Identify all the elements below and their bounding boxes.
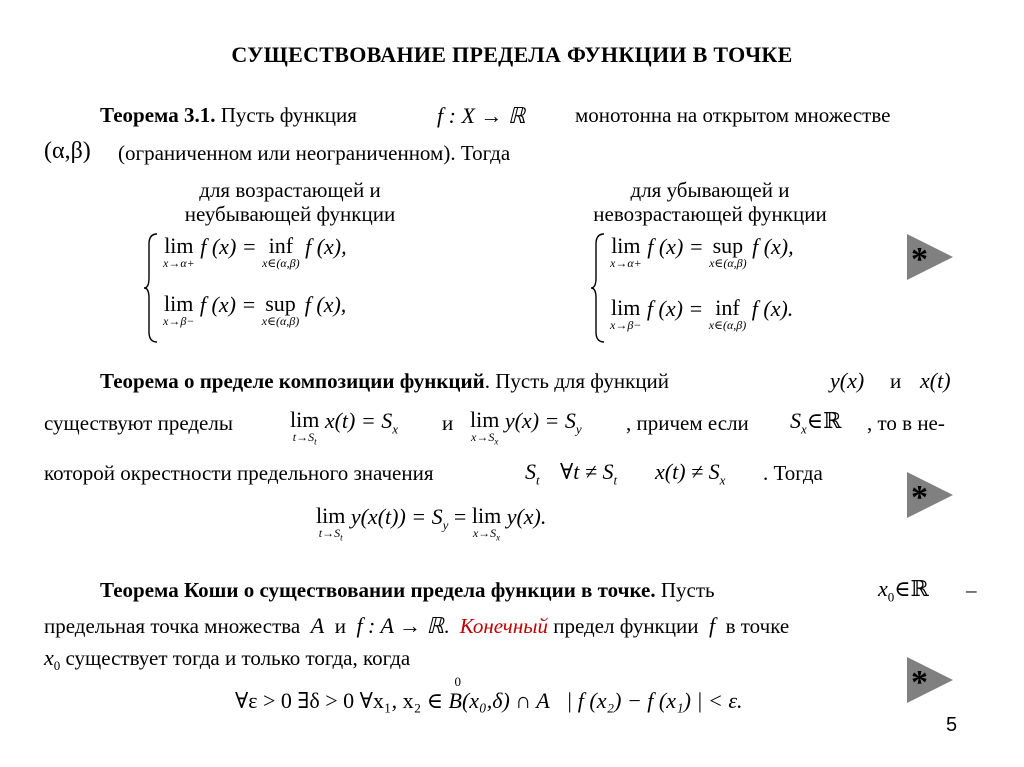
comp-final [316,504,546,543]
ball: B(x₀,δ) ∩ A [448,688,550,713]
right-eq1 [610,234,794,270]
xt-ne-idx: x [719,472,726,488]
comp-line2-b: , причем если [626,411,749,435]
theorem31-text3: (ограниченном или неограниченном). Тогда [118,141,511,165]
lim-sub-idx: t [340,532,343,543]
left-caption-2: неубывающей функции [184,202,396,226]
fx-end: f (x), [304,292,347,317]
final-rhs: y(x). [506,504,547,529]
lim1-body-idx: x [392,421,398,437]
left-caption [150,178,430,226]
fx: f (x) = [199,292,257,317]
left-eq2 [163,292,346,328]
lim-word: lim [470,407,500,432]
cauchy-fA: f : A → ℝ [356,613,444,638]
right-eq2 [610,296,793,332]
comp-and: и [890,369,902,393]
fx: f (x) = [200,234,257,259]
next-step-button-1[interactable] [905,232,955,282]
right-caption-2: невозрастающей функции [593,202,827,226]
comp-label: Теорема о пределе композиции функций [100,369,485,393]
comp-line2-c: , то в не- [867,411,945,435]
comp-yx: y(x) [830,368,865,393]
comp-lim1 [290,408,398,447]
cauchy-finite: Конечный [459,614,548,638]
comp-lim2 [470,408,582,447]
line3-x0-idx: 0 [53,658,61,674]
right-brace [590,232,606,344]
op-sub: x∈(α,β) [709,256,747,271]
fx: f (x) = [647,234,704,259]
page-number: 5 [946,714,958,736]
condition: ∀ε > 0 ∃δ > 0 ∀x₁, x₂ ∈ [235,688,444,713]
comp-forall [560,459,617,488]
next-step-button-3[interactable] [905,655,955,705]
cauchy-line2 [44,613,789,639]
xt-ne: x(t) ≠ S [655,459,720,484]
set-A: A [310,613,325,638]
theorem31-label: Теорема 3.1. [100,103,216,127]
theorem31-line1 [100,103,357,128]
cauchy-dash: – [966,578,977,602]
comp-line3-b: . Тогда [763,461,823,485]
final-lhs-idx: y [442,517,449,533]
cauchy-and: и [334,614,346,638]
sx: S [790,408,801,433]
left-caption-1: для возрастающей и [199,178,381,202]
lim1-body: x(t) = S [324,408,393,433]
lim-sub-idx: x [496,532,501,543]
right-caption-1: для убывающей и [630,178,790,202]
x0: x [878,576,888,601]
next-step-button-2[interactable] [905,470,955,520]
sx-idx: x [801,421,807,437]
abs-expr: | f (x₂) − f (x₁) | < ε. [566,688,743,713]
forall-idx: t [613,472,618,488]
cauchy-line1 [100,578,715,603]
comp-sx-in [790,408,841,437]
right-caption [560,178,860,226]
theorem31-text2: монотонна на открытом множестве [575,103,891,127]
lim-sub: x→β− [163,314,195,329]
lim2-body: y(x) = S [504,408,576,433]
lim-word: lim [471,503,502,528]
line3-x0: x [44,645,54,670]
lim2-body-idx: y [575,421,582,437]
op-sub: x∈(α,β) [708,318,747,333]
comp-st [525,459,540,488]
lim-word: lim [164,291,194,316]
lim-sub-idx: x [494,436,499,447]
forall: ∀t ≠ S [560,459,614,484]
fx-end: f (x), [752,234,794,259]
cauchy-line2-d: в точке [725,614,790,638]
st-idx: t [536,472,540,488]
op: sup [265,291,296,316]
comp-line2-a: существуют пределы [44,411,233,435]
cauchy-line2-b: . [443,614,450,638]
lim-word: lim [290,407,320,432]
theorem31-formula-f: f : X → ℝ [437,103,526,128]
st: S [525,459,536,484]
cauchy-line2-a: предельная точка множества [44,614,301,638]
ball-top: 0 [454,674,462,689]
cauchy-line2-c: предел функции [553,614,699,638]
fx: f (x) = [646,296,704,321]
star-icon: * [911,241,928,278]
lim-word: lim [316,503,346,528]
final-eq: = [453,504,467,529]
cauchy-label: Теорема Коши о существовании предела функции в точке. [100,578,656,602]
comp-and2: и [442,411,454,435]
lim-sub: x→β− [610,318,642,333]
sx-rest: ∈ℝ [806,408,842,433]
lim-sub: x→S [472,526,497,541]
comp-xt-ne [655,459,725,488]
op-sub: x∈(α,β) [262,256,300,271]
op: inf [715,295,740,320]
lim-sub: t→S [318,526,341,541]
cauchy-line3-rest: существует тогда и только тогда, когда [65,646,411,670]
op-sub: x∈(α,β) [261,314,300,329]
op: sup [712,233,744,258]
star-icon: * [911,664,928,701]
cauchy-f: f [708,613,716,638]
x0-idx: 0 [887,589,895,605]
left-brace [143,232,159,344]
slide-title: СУЩЕСТВОВАНИЕ ПРЕДЕЛА ФУНКЦИИ В ТОЧКЕ [231,42,793,67]
cauchy-condition [235,674,743,714]
fx-end: f (x), [305,234,347,259]
lim-sub: x→α+ [610,256,642,271]
theorem31-interval: (α,β) [44,138,91,164]
cauchy-line3 [44,645,410,674]
x0-rest: ∈ℝ [894,576,929,601]
lim-sub: t→S [292,430,315,445]
lim-sub: x→α+ [163,256,195,271]
star-icon: * [911,479,928,516]
cauchy-text1: Пусть [660,578,715,602]
final-lhs: y(x(t)) = S [350,504,443,529]
comp-line1 [100,369,669,394]
left-eq1 [163,234,347,270]
cauchy-x0-in [878,576,929,605]
lim-sub-idx: t [314,436,317,447]
lim-word: lim [611,233,641,258]
op: inf [268,233,294,258]
lim-word: lim [611,295,641,320]
comp-text1: . Пусть для функций [484,369,670,393]
theorem31-text1: Пусть функция [220,103,357,127]
lim-word: lim [164,233,194,258]
lim-sub: x→S [471,430,495,445]
comp-line3-a: которой окрестности предельного значения [44,461,434,485]
fx-end: f (x). [751,296,794,321]
comp-xt: x(t) [920,368,951,393]
